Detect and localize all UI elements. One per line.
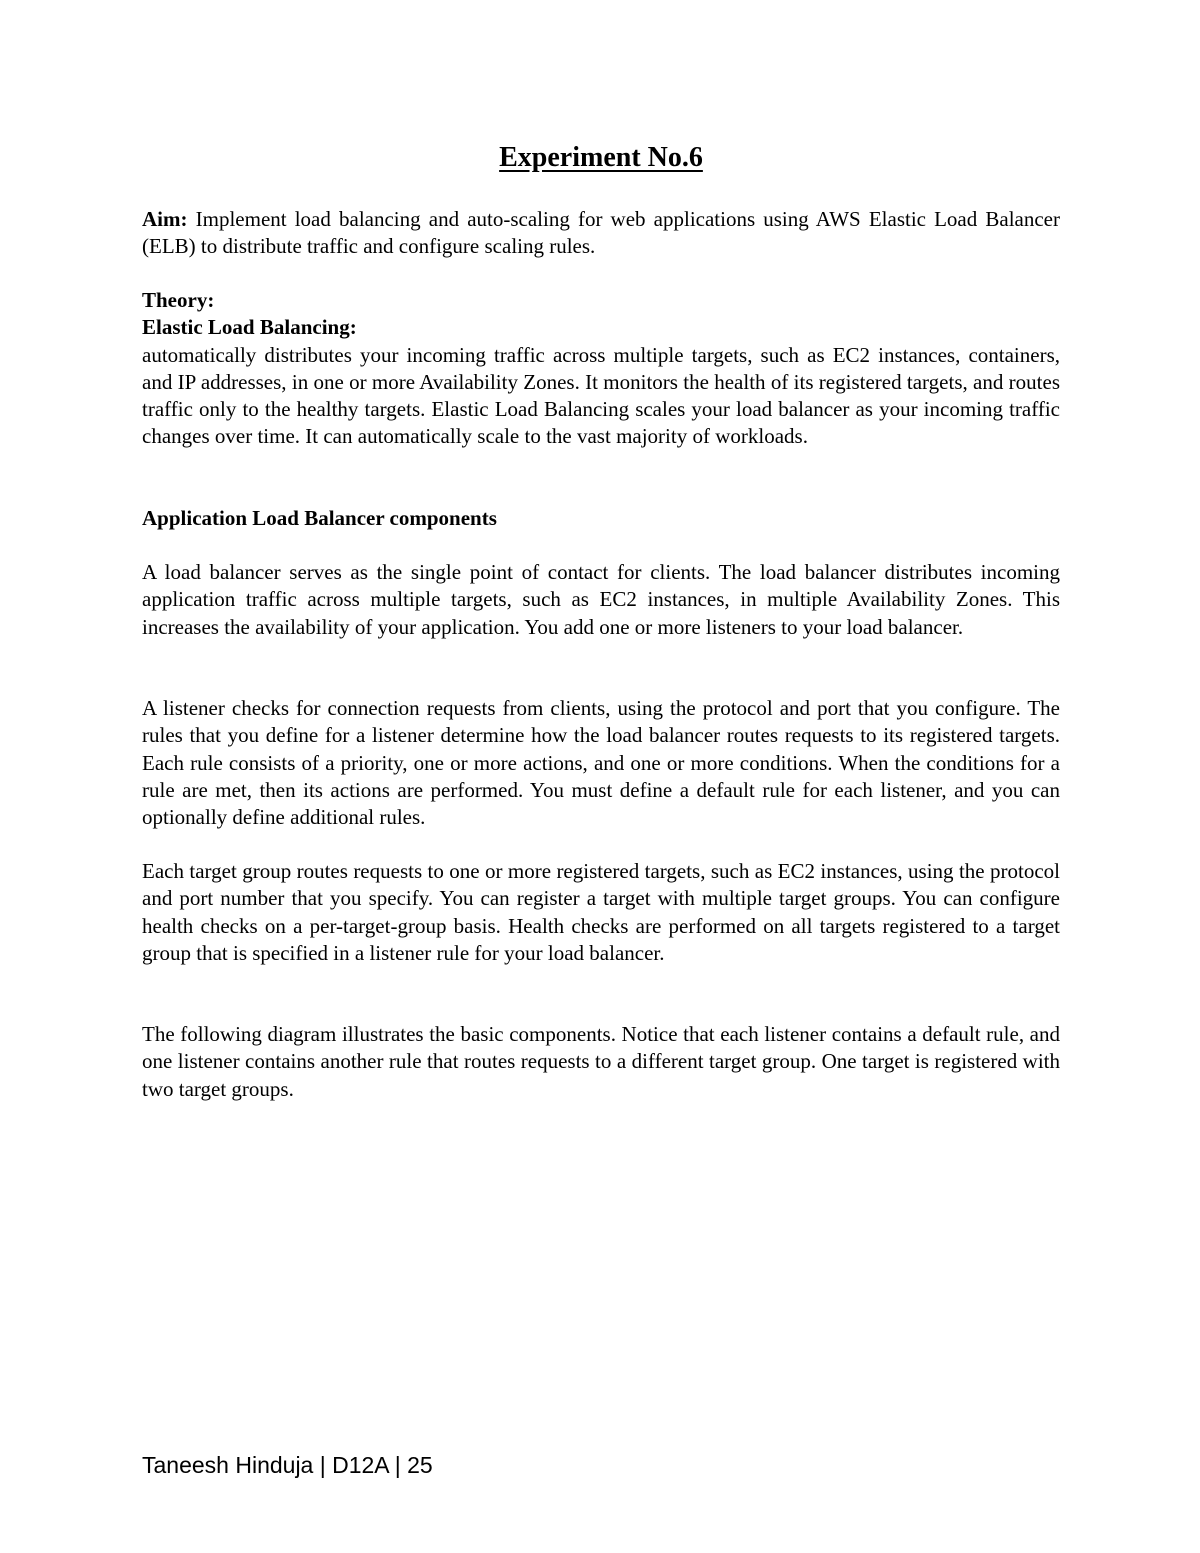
- elb-description: automatically distributes your incoming traffic across multiple targets, such as EC2 instances, containers, and IP addresses, in one or more Availability Zones. It monitors the health of its registered targets, and routes traffic only to the healthy targets. Elastic Load Balancing scales your load balancer as your incoming traffic changes over time. It can automatically scale to the vast majority of workloads.: [142, 342, 1060, 449]
- listener-paragraph: A listener checks for connection requests from clients, using the protocol and port that you configure. The rules that you define for a listener determine how the load balancer routes requests to its registered targets. Each rule consists of a priority, one or more actions, and one or more conditions. When the conditions for a rule are met, then its actions are performed. You must define a default rule for each listener, and you can optionally define additional rules.: [142, 696, 1060, 830]
- target-group-paragraph: Each target group routes requests to one or more registered targets, such as EC2 instances, using the protocol and port number that you specify. You can register a target with multiple target groups. You can configure health checks on a per-target-group basis. Health checks are performed on all targets registered to a target group that is specified in a listener rule for your load balancer.: [142, 859, 1060, 965]
- aim-label: Aim:: [142, 207, 188, 231]
- aim-text: Implement load balancing and auto-scaling for web applications using AWS Elastic Load Balancer (ELB) to distribute traffic and configure scaling rules.: [142, 207, 1060, 259]
- load-balancer-paragraph: A load balancer serves as the single point of contact for clients. The load balancer distributes incoming application traffic across multiple targets, such as EC2 instances, in multiple Availability Zones. This increases the availability of your application. You add one or more listeners to your load balancer.: [142, 560, 1060, 639]
- diagram-intro-paragraph: The following diagram illustrates the basic components. Notice that each listener contains a default rule, and one listener contains another rule that routes requests to a different target group. One target is registered with two target groups.: [142, 1022, 1060, 1101]
- page-footer: Taneesh Hinduja | D12A | 25: [142, 1452, 433, 1478]
- elb-subheading: Elastic Load Balancing:: [142, 315, 357, 340]
- components-heading: Application Load Balancer components: [142, 506, 497, 530]
- theory-section: [142, 287, 1060, 451]
- page-title: Experiment No.6: [499, 142, 703, 173]
- aim-paragraph: [142, 206, 1060, 261]
- document-page: [142, 0, 1060, 1553]
- theory-heading: Theory:: [142, 288, 215, 312]
